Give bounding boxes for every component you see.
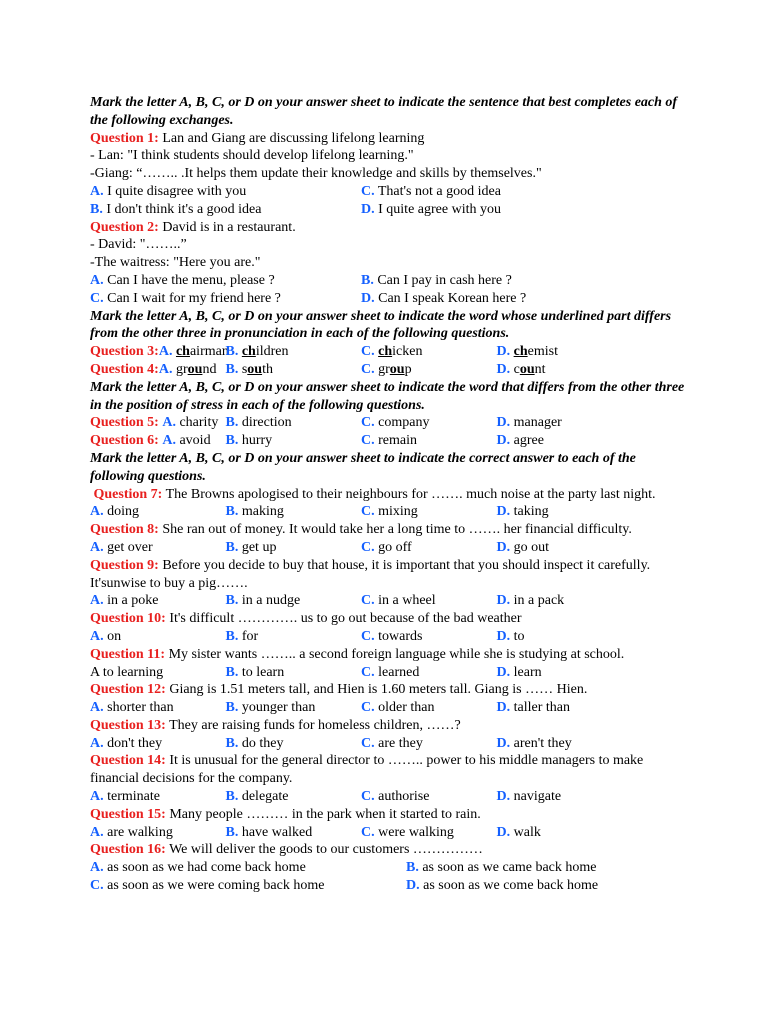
options-row [90, 272, 690, 290]
question-3 [90, 343, 690, 361]
question-5 [90, 414, 690, 432]
question-7: Question 7: The Browns apologised to their neighbours for ……. much noise at the party last night. [93, 486, 656, 502]
options-row [90, 503, 690, 521]
options-row [90, 183, 690, 201]
option-a: Question 3:A. chairman [90, 344, 229, 360]
option-d: D. walk [496, 824, 541, 840]
option-b: B. direction [225, 415, 292, 431]
options-row [90, 859, 690, 877]
option-c: C. are they [361, 735, 423, 751]
option-d: D. in a pack [496, 593, 565, 609]
option-b: B. south [225, 361, 273, 377]
option-c: C. learned [361, 664, 420, 680]
question-8: Question 8: She ran out of money. It would take her a long time to ……. her financial difficulty. [90, 522, 632, 538]
options-row [90, 592, 690, 610]
option-c: C. authorise [361, 789, 430, 805]
option-c: C. group [361, 361, 412, 377]
instruction-exchanges: Mark the letter A, B, C, or D on your answer sheet to indicate the sentence that best completes each of the following exchanges. [90, 95, 678, 128]
option-b: B. get up [225, 539, 277, 555]
dialogue-line: - Lan: "I think students should develop lifelong learning." [90, 148, 414, 164]
options-row [90, 877, 690, 895]
option-b: B. I don't think it's a good idea [90, 201, 262, 217]
question-9: Question 9: Before you decide to buy that house, it is important that you should inspect it carefully. It'sunwise to buy a pig……. [90, 557, 651, 591]
option-a: A. in a poke [90, 593, 159, 609]
option-a: Question 5: A. charity [90, 415, 219, 431]
option-a: A. get over [90, 539, 153, 555]
option-b: B. delegate [225, 789, 289, 805]
question-text: David is in a restaurant. [158, 219, 296, 235]
option-d: D. aren't they [496, 735, 572, 751]
option-d: D. learn [496, 664, 542, 680]
option-c: C. remain [361, 433, 417, 449]
option-b: B. do they [225, 735, 284, 751]
option-a: A. on [90, 628, 122, 644]
option-d: D. go out [496, 539, 550, 555]
option-a: A. don't they [90, 735, 163, 751]
option-d: D. Can I speak Korean here ? [361, 290, 527, 306]
question-11: Question 11: My sister wants …….. a second foreign language while she is studying at school. [90, 646, 625, 662]
options-row [90, 735, 690, 753]
option-c: C. That's not a good idea [361, 183, 501, 199]
option-a: A. terminate [90, 789, 160, 805]
question-13: Question 13: They are raising funds for homeless children, ……? [90, 717, 461, 733]
option-c: C. in a wheel [361, 593, 436, 609]
option-d: D. to [496, 628, 525, 644]
option-d: D. navigate [496, 789, 562, 805]
options-row [90, 539, 690, 557]
option-c: C. as soon as we were coming back home [90, 878, 325, 894]
question-4 [90, 361, 690, 379]
option-d: D. I quite agree with you [361, 201, 501, 217]
option-d: D. as soon as we come back home [406, 878, 599, 894]
option-a: A. as soon as we had come back home [90, 860, 306, 876]
options-row [90, 824, 690, 842]
dialogue-line: -Giang: “…….. .It helps them update their knowledge and skills by themselves." [90, 166, 542, 182]
question-6 [90, 432, 690, 450]
option-b: B. hurry [225, 433, 273, 449]
option-b: B. have walked [225, 824, 313, 840]
option-d: D. count [496, 361, 546, 377]
option-a: Question 4:A. ground [90, 361, 217, 377]
instruction-stress: Mark the letter A, B, C, or D on your answer sheet to indicate the word that differs from the other three in the position of stress in each of the following questions. [90, 379, 685, 413]
option-c: C. mixing [361, 504, 418, 520]
option-a: A. Can I have the menu, please ? [90, 272, 275, 288]
worksheet [90, 94, 690, 895]
option-d: D. taking [496, 504, 549, 520]
option-a: A. doing [90, 504, 140, 520]
option-c: C. company [361, 415, 430, 431]
options-row [90, 201, 690, 219]
question-12: Question 12: Giang is 1.51 meters tall, and Hien is 1.60 meters tall. Giang is …… Hien. [90, 682, 588, 698]
question-1 [90, 130, 690, 148]
option-d: D. taller than [496, 700, 570, 716]
option-a: Question 6: A. avoid [90, 433, 211, 449]
question-16: Question 16: We will deliver the goods to our customers …………… [90, 842, 483, 858]
option-a: A. shorter than [90, 700, 174, 716]
option-d: D. chemist [496, 344, 558, 360]
instruction-pronunciation: Mark the letter A, B, C, or D on your answer sheet to indicate the word whose underlined part differs from the other three in pronunciation in each of the following questions. [90, 308, 672, 342]
option-a: A to learning [90, 664, 164, 680]
option-d: D. agree [496, 433, 544, 449]
option-c: C. go off [361, 539, 412, 555]
instruction-correct-answer: Mark the letter A, B, C, or D on your answer sheet to indicate the correct answer to each of the following questions. [90, 450, 636, 484]
question-10: Question 10: It's difficult …………. us to go out because of the bad weather [90, 611, 522, 627]
options-row [90, 664, 690, 682]
option-a: A. are walking [90, 824, 173, 840]
option-b: B. in a nudge [225, 593, 301, 609]
option-c: C. towards [361, 628, 423, 644]
option-c: C. were walking [361, 824, 454, 840]
option-b: B. Can I pay in cash here ? [361, 272, 512, 288]
options-row [90, 699, 690, 717]
question-2 [90, 219, 690, 237]
option-c: C. Can I wait for my friend here ? [90, 290, 281, 306]
option-b: B. younger than [225, 700, 316, 716]
option-b: B. as soon as we came back home [406, 860, 597, 876]
question-14: Question 14: It is unusual for the general director to …….. power to his middle managers to make financial decisions for the company. [90, 753, 644, 787]
option-d: D. manager [496, 415, 562, 431]
question-label: Question 2: [90, 219, 159, 235]
question-label: Question 1: [90, 130, 159, 146]
question-text: Lan and Giang are discussing lifelong learning [158, 130, 425, 146]
option-b: B. for [225, 628, 259, 644]
dialogue-line: - David: "……..” [90, 237, 187, 253]
option-a: A. I quite disagree with you [90, 183, 247, 199]
option-b: B. making [225, 504, 284, 520]
option-b: B. children [225, 344, 289, 360]
option-c: C. older than [361, 700, 435, 716]
option-c: C. chicken [361, 344, 423, 360]
dialogue-line: -The waitress: "Here you are." [90, 255, 261, 271]
options-row [90, 290, 690, 308]
option-b: B. to learn [225, 664, 285, 680]
options-row [90, 628, 690, 646]
question-15: Question 15: Many people ……… in the park when it started to rain. [90, 806, 481, 822]
options-row [90, 788, 690, 806]
